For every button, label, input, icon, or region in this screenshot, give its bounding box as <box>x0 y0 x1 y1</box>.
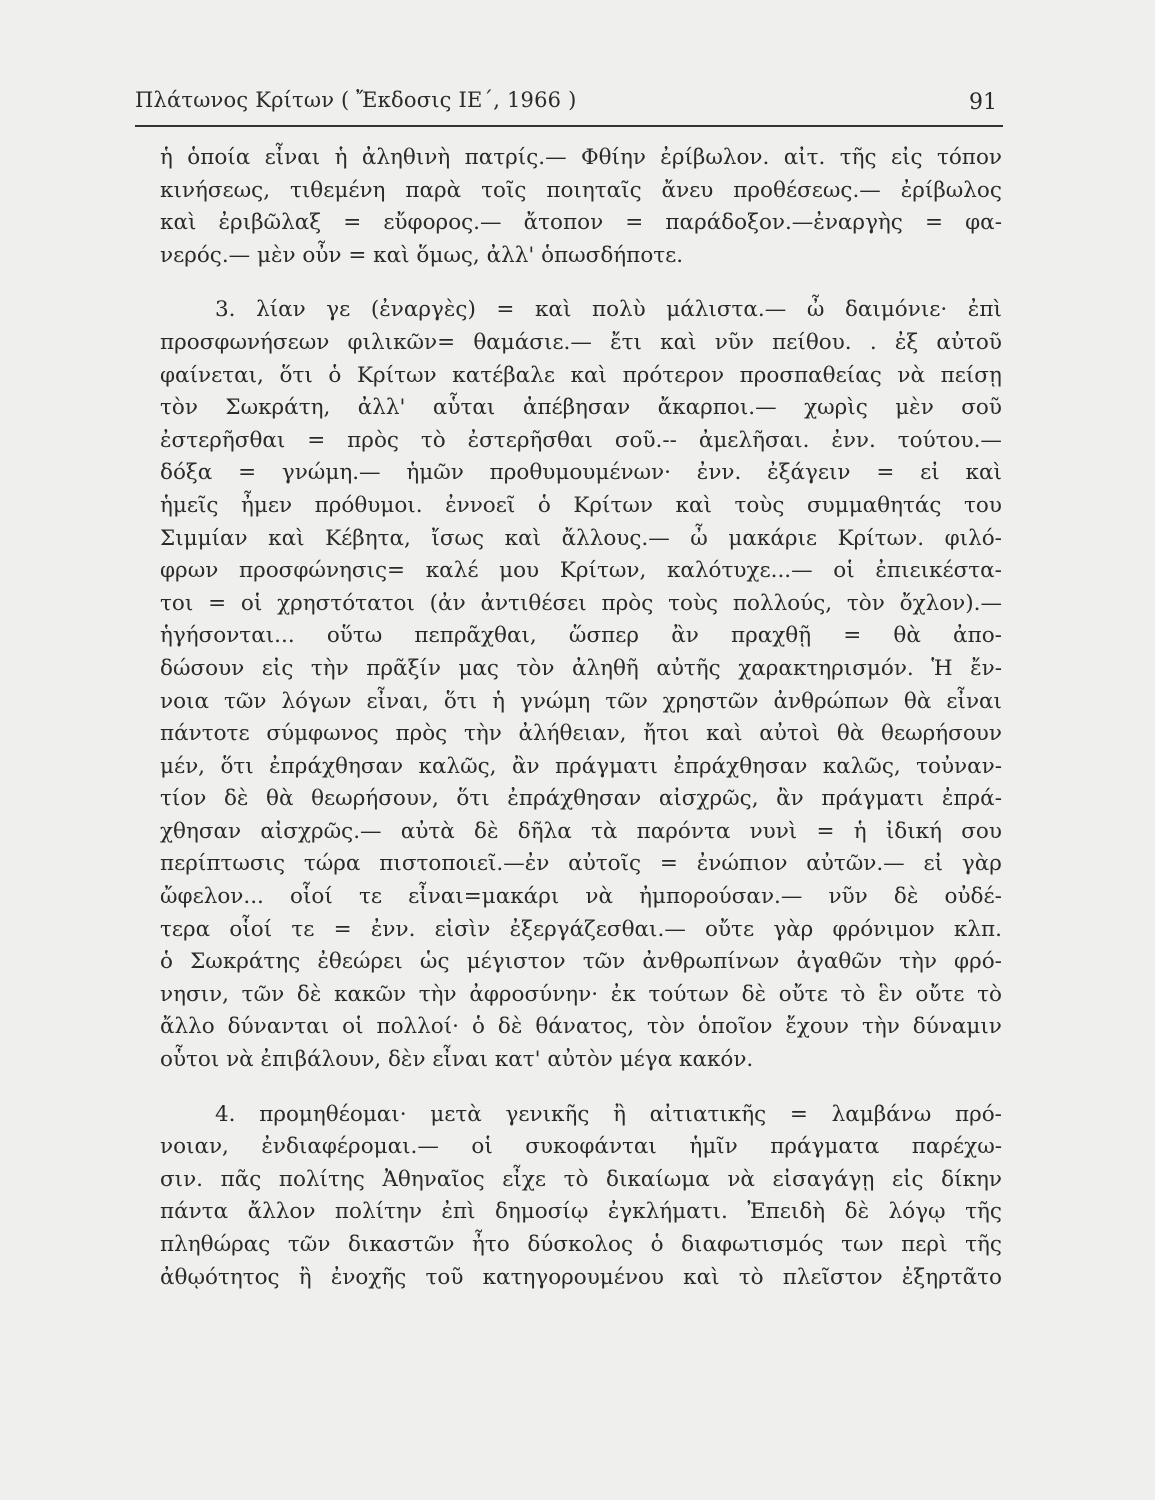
running-header <box>135 88 1003 122</box>
text-line: 4. προμηθέομαι· μετὰ γενικῆς ἢ αἰτιατικῆς = λαμβάνω πρό- <box>215 1101 1002 1127</box>
text-line: πάντα ἄλλον πολίτην ἐπὶ δημοσίῳ ἐγκλήματι. Ἐπειδὴ δὲ λόγῳ τῆς <box>160 1199 1002 1225</box>
text-line: χθησαν αἰσχρῶς.— αὐτὰ δὲ δῆλα τὰ παρόντα νυνὶ = ἡ ἰδική σου <box>160 818 1002 844</box>
text-line: τοι = οἱ χρηστότατοι (ἀν ἀντιθέσει πρὸς τοὺς πολλούς, τὸν ὄχλον).— <box>160 590 1002 616</box>
header-rule <box>135 125 1003 127</box>
text-line: δόξα = γνώμη.— ἡμῶν προθυμουμένων· ἐνν. ἐξάγειν = εἰ καὶ <box>160 460 1002 486</box>
text-line: προσφωνήσεων φιλικῶν= θαμάσιε.— ἔτι καὶ νῦν πείθου. . ἐξ αὐτοῦ <box>160 329 1002 355</box>
text-line: ὤφελον... οἷοί τε εἶναι=μακάρι νὰ ἠμπορούσαν.— νῦν δὲ οὐδέ- <box>160 884 1002 910</box>
text-line: δώσουν εἰς τὴν πρᾶξίν μας τὸν ἀληθῆ αὐτῆς χαρακτηρισμόν. Ἡ ἔν- <box>160 655 1002 681</box>
text-line: τερα οἷοί τε = ἐνν. εἰσὶν ἐξεργάζεσθαι.— οὔτε γὰρ φρόνιμον κλπ. <box>160 916 1002 942</box>
text-line: νοια τῶν λόγων εἶναι, ὅτι ἡ γνώμη τῶν χρηστῶν ἀνθρώπων θὰ εἶναι <box>160 688 1002 714</box>
text-line: 3. λίαν γε (ἐναργὲς) = καὶ πολὺ μάλιστα.— ὦ δαιμόνιε· ἐπὶ <box>215 297 1002 323</box>
running-title: Πλάτωνος Κρίτων ( Ἔκδοσις ΙΕ΄, 1966 ) <box>135 88 577 112</box>
text-line: μέν, ὅτι ἐπράχθησαν καλῶς, ἂν πράγματι ἐπράχθησαν καλῶς, τοὐναν- <box>160 753 1002 779</box>
commentary-text <box>160 142 1002 1294</box>
text-line: φαίνεται, ὅτι ὁ Κρίτων κατέβαλε καὶ πρότερον προσπαθείας νὰ πείσῃ <box>160 362 1002 388</box>
text-line: πάντοτε σύμφωνος πρὸς τὴν ἀλήθειαν, ἤτοι καὶ αὐτοὶ θὰ θεωρήσουν <box>160 721 1002 747</box>
text-line: ἡμεῖς ἦμεν πρόθυμοι. ἐννοεῖ ὁ Κρίτων καὶ τοὺς συμμαθητάς του <box>160 492 1002 518</box>
text-line: οὗτοι νὰ ἐπιβάλουν, δὲν εἶναι κατ' αὐτὸν μέγα κακόν. <box>160 1047 754 1073</box>
text-line: ἡ ὁποία εἶναι ἡ ἀληθινὴ πατρίς.— Φθίην ἐρίβωλον. αἰτ. τῆς εἰς τόπον <box>160 145 1002 170</box>
text-line: καὶ ἐριβῶλαξ = εὔφορος.— ἄτοπον = παράδοξον.—ἐναργὴς = φα- <box>160 210 1002 236</box>
page-number: 91 <box>969 90 997 115</box>
text-line: νησιν, τῶν δὲ κακῶν τὴν ἀφροσύνην· ἐκ τούτων δὲ οὔτε τὸ ἓν οὔτε τὸ <box>160 981 1002 1007</box>
text-line: περίπτωσις τώρα πιστοποιεῖ.—ἐν αὐτοῖς = ἐνώπιον αὐτῶν.— εἰ γὰρ <box>160 851 1002 877</box>
text-line: Σιμμίαν καὶ Κέβητα, ἴσως καὶ ἄλλους.— ὦ μακάριε Κρίτων. φιλό- <box>160 525 1002 551</box>
text-line: ἀθῳότητος ἢ ἐνοχῆς τοῦ κατηγορουμένου καὶ τὸ πλεῖστον ἐξηρτᾶτο <box>160 1264 1002 1290</box>
text-line: κινήσεως, τιθεμένη παρὰ τοῖς ποιηταῖς ἄνευ προθέσεως.— ἐρίβωλος <box>160 177 1002 203</box>
text-line: πληθώρας τῶν δικαστῶν ἦτο δύσκολος ὁ διαφωτισμός των περὶ τῆς <box>160 1232 1002 1257</box>
text-line: ὁ Σωκράτης ἐθεώρει ὡς μέγιστον τῶν ἀνθρωπίνων ἀγαθῶν τὴν φρό- <box>160 949 1002 975</box>
text-line: ἐστερῆσθαι = πρὸς τὸ ἐστερῆσθαι σοῦ.-- ἀμελῆσαι. ἐνν. τούτου.— <box>160 427 1002 453</box>
text-line: φρων προσφώνησις= καλέ μου Κρίτων, καλότυχε...— οἱ ἐπιεικέστα- <box>160 558 1002 584</box>
text-line: τὸν Σωκράτη, ἀλλ' αὗται ἀπέβησαν ἄκαρποι.— χωρὶς μὲν σοῦ <box>160 395 1002 421</box>
text-line: νερός.— μὲν οὖν = καὶ ὅμως, ἀλλ' ὁπωσδήποτε. <box>160 242 684 268</box>
text-line: ἄλλο δύνανται οἱ πολλοί· ὁ δὲ θάνατος, τὸν ὁποῖον ἔχουν τὴν δύναμιν <box>160 1014 1002 1040</box>
text-line: ἡγήσονται... οὕτω πεπρᾶχθαι, ὥσπερ ἂν πραχθῇ = θὰ ἀπο- <box>160 623 1002 649</box>
text-line: σιν. πᾶς πολίτης Ἀθηναῖος εἶχε τὸ δικαίωμα νὰ εἰσαγάγῃ εἰς δίκην <box>160 1166 1002 1192</box>
text-line: νοιαν, ἐνδιαφέρομαι.— οἱ συκοφάνται ἡμῖν πράγματα παρέχω- <box>160 1134 1002 1160</box>
text-line: τίον δὲ θὰ θεωρήσουν, ὅτι ἐπράχθησαν αἰσχρῶς, ἂν πράγματι ἐπρά- <box>160 786 1002 812</box>
